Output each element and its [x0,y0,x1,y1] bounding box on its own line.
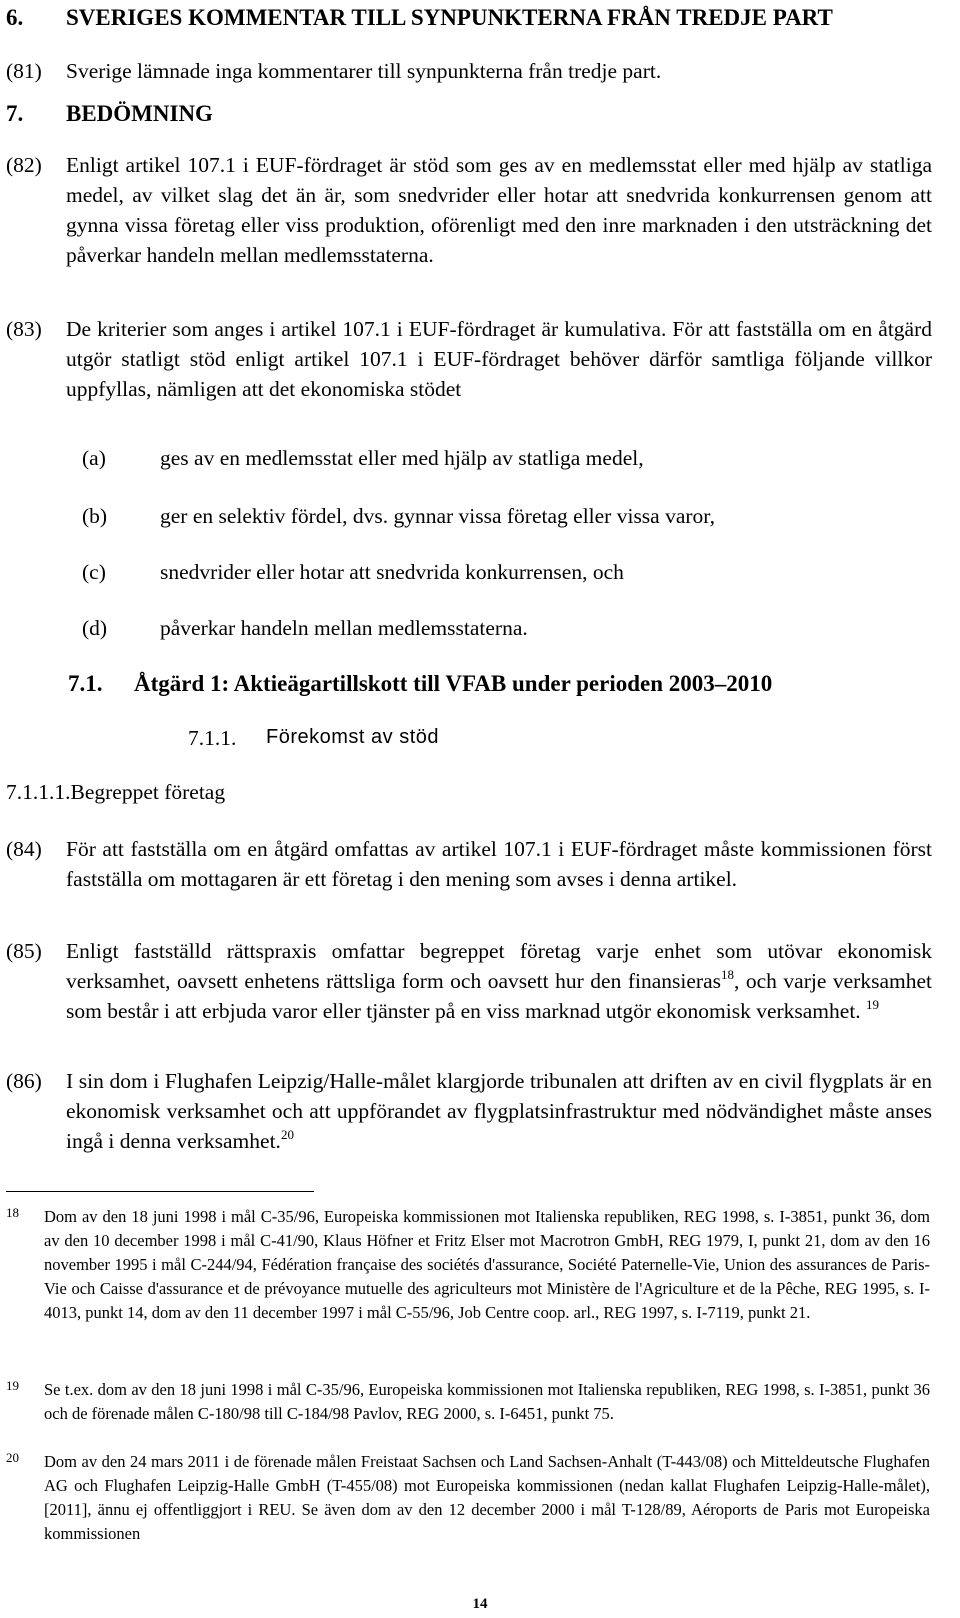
footnote-text: Se t.ex. dom av den 18 juni 1998 i mål C-35/96, Europeiska kommissionen mot Italienska republiken, REG 1998, s. I-3851, punkt 36 och de förenade målen C-180/98 till C-184/98 Pavlov, REG 2000, s. I-6451, punkt 75. [44,1380,930,1423]
list-label: (b) [82,504,108,528]
criteria-list [0,446,960,646]
footnote-separator [6,1191,314,1192]
list-text: påverkar handeln mellan medlemsstaterna. [160,616,528,640]
paragraph-number: (84) [6,837,42,861]
list-text: snedvrider eller hotar att snedvrida konkurrensen, och [160,560,624,584]
paragraph-number: (86) [6,1069,42,1093]
footnote-reference: 18 [720,967,734,982]
list-label: (c) [82,560,106,584]
section-7-heading [6,100,213,128]
section-title: Åtgärd 1: Aktieägartillskott till VFAB under perioden 2003–2010 [134,671,773,696]
list-text: ges av en medlemsstat eller med hjälp av statliga medel, [160,446,644,470]
footnote-text: Dom av den 24 mars 2011 i de förenade målen Freistaat Sachsen och Land Sachsen-Anhalt (T-443/08) och Mitteldeutsche Flughafen AG och Flughafen Leipzig-Halle GmbH (T-455/08) mot Europeiska kommissionen (nedan kallat Flughafen Leipzig-Halle-målet), [2011], ännu ej offentliggjort i REU. Se även dom av den 12 december 2000 i mål T-128/89, Aéroports de Paris mot Europeiska kommissionen [44,1452,930,1543]
paragraph-text: För att fastställa om en åtgärd omfattas av artikel 107.1 i EUF-fördraget måste kommissionen först fastställa om mottagaren är ett företag i den mening som avses i denna artikel. [66,837,932,891]
section-number: 7. [6,101,24,126]
paragraph-number: (81) [6,59,42,83]
text-segment: , och varje verksamhet som består i att erbjuda varor eller tjänster på en viss marknad utgör ekonomisk verksamhet. [66,969,932,1023]
paragraph-text: De kriterier som anges i artikel 107.1 i EUF-fördraget är kumulativa. För att fastställa om en åtgärd utgör statligt stöd enligt artikel 107.1 i EUF-fördraget behöver därför samtliga följande villkor uppfyllas, nämligen att det ekonomiska stödet [66,317,932,401]
list-label: (d) [82,616,108,640]
footnote-number: 19 [6,1378,19,1393]
section-title: Begreppet företag [70,780,226,804]
paragraph-text: Sverige lämnade inga kommentarer till synpunkterna från tredje part. [66,59,662,83]
footnote-number: 18 [6,1205,19,1220]
list-label: (a) [82,446,106,470]
footnote-reference: 19 [866,997,880,1012]
paragraph-number: (83) [6,317,42,341]
section-number: 6. [6,5,24,30]
footnote-number: 20 [6,1450,19,1465]
footnote-text: Dom av den 18 juni 1998 i mål C-35/96, Europeiska kommissionen mot Italienska republiken, REG 1998, s. I-3851, punkt 36, dom av den 10 december 1998 i mål C-41/90, Klaus Höfner et Fritz Elser mot Macrotron GmbH, REG 1979, I, punkt 21, dom av den 16 november 1995 i mål C-244/94, Fédération française des sociétés d'assurance, Société Paternelle-Vie, Union des assurances de Paris-Vie och Caisse d'assurance et de prévoyance mutuelle des agriculteurs mot Ministère de l'Agriculture et de la Pêche, REG 1995, s. I-4013, punkt 14, dom av den 11 december 1997 i mål C-55/96, Job Centre coop. arl., REG 1997, s. I-7119, punkt 21. [44,1207,930,1322]
text-segment: I sin dom i Flughafen Leipzig/Halle-målet klargjorde tribunalen att driften av en civil flygplats är en ekonomisk verksamhet och att uppförandet av flygplatsinfrastruktur med nödvändighet måste anses ingå i denna verksamhet. [66,1069,932,1153]
section-title: Förekomst av stöd [266,726,440,748]
text-segment: Enligt fastställd rättspraxis omfattar begreppet företag varje enhet som utövar ekonomisk verksamhet, oavsett enhetens rättsliga form och oavsett hur den finansieras [66,939,932,993]
section-7-1-1-heading [188,726,440,751]
list-text: ger en selektiv fördel, dvs. gynnar vissa företag eller vissa varor, [160,504,715,528]
section-number: 7.1.1.1. [6,780,71,804]
section-7-1-heading [68,670,773,698]
section-number: 7.1. [68,671,103,696]
section-6-heading [6,4,833,32]
paragraph-text [66,936,932,1026]
section-title: SVERIGES KOMMENTAR TILL SYNPUNKTERNA FRÅN TREDJE PART [66,5,833,30]
section-title: BEDÖMNING [66,101,213,126]
footnote-reference: 20 [280,1127,294,1142]
paragraph-text [66,1066,932,1156]
page-number: 14 [472,1596,488,1612]
section-7-1-1-1-heading [6,780,225,805]
paragraph-number: (85) [6,939,42,963]
paragraph-number: (82) [6,153,42,177]
section-number: 7.1.1. [188,726,237,750]
paragraph-text: Enligt artikel 107.1 i EUF-fördraget är stöd som ges av en medlemsstat eller med hjälp av statliga medel, av vilket slag det än är, som snedvrider eller hotar att snedvrida konkurrensen genom att gynna vissa företag eller viss produktion, oförenligt med den inre marknaden i den utsträckning det påverkar handeln mellan medlemsstaterna. [66,153,932,267]
